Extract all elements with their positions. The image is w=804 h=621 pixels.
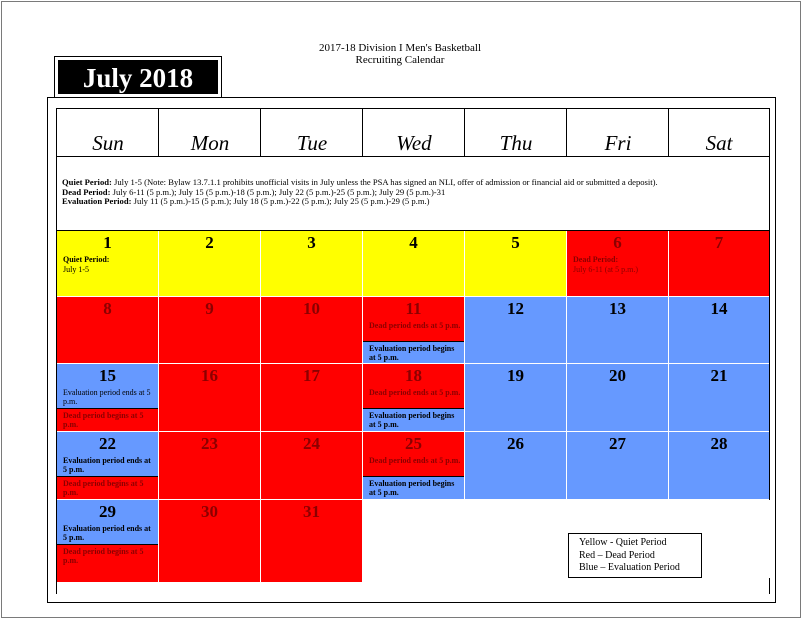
evaluation-subcell	[363, 341, 464, 363]
day-cell-13	[567, 297, 668, 363]
note-quiet-text: July 1-5 (Note: Bylaw 13.7.1.1 prohibits unofficial visits in July unless the PSA has signed an NLI, offer of admission or financial aid or submitted a deposit).	[111, 177, 658, 187]
day-header-wed: Wed	[396, 131, 432, 155]
color-legend	[568, 533, 702, 578]
day-cell-8	[57, 297, 158, 363]
day-number: 24	[303, 434, 320, 453]
dead-period-ends-note: Dead period ends at 5 p.m.	[369, 321, 461, 330]
dead-subcell	[57, 408, 158, 431]
day-cell-28	[669, 432, 769, 499]
day-number: 13	[609, 299, 626, 318]
day-number: 12	[507, 299, 524, 318]
day-number: 14	[710, 299, 728, 318]
note-eval	[62, 197, 772, 207]
day-header-mon: Mon	[190, 131, 230, 155]
day-cell-27	[567, 432, 668, 499]
day-cell-9	[159, 297, 260, 363]
day-number: 7	[714, 233, 724, 252]
day-cell-16	[159, 364, 260, 431]
legend-blue: Blue – Evaluation Period	[579, 562, 680, 573]
month-title: July 2018	[58, 60, 218, 94]
dead-period-begins-note: Dead period begins at 5 p.m.	[63, 411, 144, 429]
day-cell-10	[261, 297, 362, 363]
dead-subcell	[57, 544, 158, 582]
day-cell-11	[363, 297, 464, 363]
day-cell-2	[159, 231, 260, 296]
day-cell-29	[57, 500, 158, 582]
day-number: 19	[507, 366, 524, 385]
day-number: 5	[511, 233, 520, 252]
period-notes	[62, 178, 772, 207]
legend-yellow: Yellow - Quiet Period	[579, 537, 667, 548]
day-cell-5	[465, 231, 566, 296]
note-dead-text: July 6-11 (5 p.m.); July 15 (5 p.m.)-18 (5 p.m.); July 22 (5 p.m.)-25 (5 p.m.); July 29 (5 p.m.)-31	[110, 186, 446, 197]
day-cell-14	[669, 297, 769, 363]
day-cell-7	[669, 231, 769, 296]
day-cell-20	[567, 364, 668, 431]
day-cell-22	[57, 432, 158, 499]
day-number: 18	[405, 366, 422, 385]
day-number: 11	[405, 299, 422, 318]
evaluation-period-ends-note: Evaluation period ends at 5 p.m.	[63, 456, 151, 474]
dead-period-ends-note: Dead period ends at 5 p.m.	[369, 388, 461, 397]
calendar-subtitle: Recruiting Calendar	[355, 54, 445, 66]
month-badge	[54, 56, 222, 98]
dead-period-begins-note: Dead period begins at 5 p.m.	[63, 547, 144, 565]
day-cell-26	[465, 432, 566, 499]
day-cell-31	[261, 500, 362, 582]
day-number: 25	[405, 434, 422, 453]
day-number: 17	[303, 366, 320, 385]
note-dead-label: Dead Period:	[62, 186, 111, 197]
day-period-label: Quiet Period:	[63, 255, 110, 264]
day-number: 26	[507, 434, 524, 453]
day-period-label: Dead Period:	[573, 255, 619, 264]
day-number: 27	[609, 434, 626, 453]
evaluation-period-ends-note: Evaluation period ends at 5 p.m.	[63, 524, 151, 542]
day-number: 16	[201, 366, 218, 385]
day-header-sun: Sun	[92, 131, 124, 155]
day-number: 30	[201, 502, 218, 521]
day-period-text: July 6-11 (at 5 p.m.)	[573, 265, 639, 274]
day-number: 9	[205, 299, 214, 318]
day-cell-18	[363, 364, 464, 431]
day-cell-24	[261, 432, 362, 499]
day-number: 6	[613, 233, 622, 252]
grid-line	[56, 156, 57, 230]
dead-period-ends-note: Dead period ends at 5 p.m.	[369, 456, 461, 465]
evaluation-subcell	[363, 476, 464, 499]
day-number: 28	[710, 434, 728, 453]
day-number: 31	[303, 502, 320, 521]
day-cell-23	[159, 432, 260, 499]
grid-line	[769, 578, 770, 594]
day-cell-25	[363, 432, 464, 499]
day-header-thu: Thu	[499, 131, 533, 155]
note-quiet-label: Quiet Period:	[62, 177, 112, 187]
grid-line	[769, 230, 770, 500]
day-number: 21	[710, 366, 728, 385]
day-cell-4	[363, 231, 464, 296]
dead-subcell	[57, 476, 158, 499]
day-cell-1	[57, 231, 158, 296]
day-header-fri: Fri	[604, 131, 632, 155]
day-number: 29	[99, 502, 116, 521]
day-cell-6	[567, 231, 668, 296]
evaluation-begins-note: Evaluation period begins at 5 p.m.	[369, 479, 455, 497]
day-number: 2	[205, 233, 214, 252]
day-header-tue: Tue	[296, 131, 328, 155]
day-header-sat: Sat	[705, 131, 733, 155]
day-period-text: July 1-5	[63, 265, 89, 274]
day-number: 10	[303, 299, 320, 318]
day-cell-19	[465, 364, 566, 431]
day-number: 20	[609, 366, 626, 385]
day-number: 23	[201, 434, 218, 453]
day-cell-21	[669, 364, 769, 431]
day-cell-17	[261, 364, 362, 431]
day-number: 8	[103, 299, 112, 318]
evaluation-begins-note: Evaluation period begins at 5 p.m.	[369, 411, 455, 429]
day-number: 4	[409, 233, 418, 252]
dead-period-begins-note: Dead period begins at 5 p.m.	[63, 479, 144, 497]
day-cell-15	[57, 364, 158, 431]
header-top-line	[56, 108, 770, 109]
evaluation-period-ends-note: Evaluation period ends at 5 p.m.	[63, 388, 151, 406]
day-number: 22	[99, 434, 116, 453]
day-number: 3	[307, 233, 316, 252]
day-number: 1	[103, 233, 112, 252]
evaluation-subcell	[363, 408, 464, 431]
day-number: 15	[99, 366, 116, 385]
note-eval-label: Evaluation Period:	[62, 196, 132, 207]
calendar-title: 2017-18 Division I Men's Basketball	[318, 42, 482, 54]
grid-line	[56, 230, 57, 594]
note-eval-text: July 11 (5 p.m.)-15 (5 p.m.); July 18 (5 p.m.)-22 (5 p.m.); July 25 (5 p.m.)-29 (5 p.m.)	[131, 196, 430, 207]
legend-red: Red – Dead Period	[579, 549, 655, 561]
day-cell-3	[261, 231, 362, 296]
day-cell-30	[159, 500, 260, 582]
evaluation-begins-note: Evaluation period begins at 5 p.m.	[369, 344, 455, 362]
day-cell-12	[465, 297, 566, 363]
